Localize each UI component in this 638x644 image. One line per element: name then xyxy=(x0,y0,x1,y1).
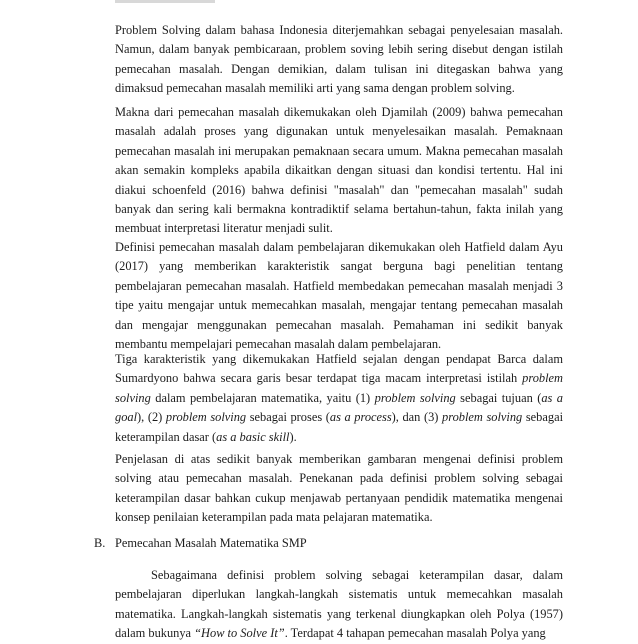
text-run: sebagai keterampilan dasar ( xyxy=(115,410,564,444)
text-run: Makna dari pemecahan masalah dikemukakan oleh Djamilah (2009) bahwa pemecahan masalah adalah proses yang digunakan untuk menyelesaikan masalah. Pemaknaan pemecahan masalah ini merupakan pemaknaan secara umum. Makna pemecahan masalah akan semakin kompleks apabila dikaitkan dengan situasi dan kondisi tertentu. Hal ini diakui schoenfeld (2016) bahwa definisi "masalah" dan "pemecahan masalah" sudah banyak dan sering kali bermakna kontradiktif selama bertahun-tahun, fakta inilah yang membuat interpretasi literatur menjadi sulit. xyxy=(115,105,563,236)
paragraph-djamilah-meaning xyxy=(115,103,563,239)
text-run: sebagai tujuan ( xyxy=(455,390,542,405)
text-run: . Terdapat 4 tahapan pemecahan masalah Polya yang xyxy=(284,626,546,641)
text-run: ), dan (3) xyxy=(391,410,443,425)
italic-term: “How to Solve It” xyxy=(194,626,285,641)
text-run: ), (2) xyxy=(137,410,166,425)
paragraph-problem-solving-definition xyxy=(115,21,563,99)
paragraph-hatfield-definition xyxy=(115,238,563,354)
italic-term: as a goal xyxy=(115,390,564,425)
italic-term: problem solving xyxy=(442,410,523,425)
text-run: dalam pembelajaran matematika, yaitu (1) xyxy=(150,390,375,405)
section-heading xyxy=(94,534,564,553)
italic-term: problem solving xyxy=(374,390,456,405)
text-run: Tiga karakteristik yang dikemukakan Hatfield sejalan dengan pendapat Barca dalam Sumardyono bahwa secara garis besar terdapat tiga macam interpretasi istilah xyxy=(115,352,563,386)
paragraph-polya-steps xyxy=(115,566,563,644)
italic-term: problem solving xyxy=(165,410,247,425)
italic-term: as a basic skill xyxy=(216,429,290,444)
text-run: sebagai proses ( xyxy=(246,410,330,425)
italic-term: as a process xyxy=(329,410,392,425)
text-run: Problem Solving dalam bahasa Indonesia diterjemahkan sebagai penyelesaian masalah. Namun, dalam banyak pembicaraan, problem soving lebih sering disebut dengan istilah pemecahan masalah. Dengan demikian, dalam tulisan ini ditegaskan bahwa yang dimaksud pemecahan masalah memiliki arti yang sama dengan problem solving. xyxy=(115,23,563,96)
text-run: Sebagaimana definisi problem solving sebagai keterampilan dasar, dalam pembelajaran diperlukan langkah-langkah sistematis untuk memecahkan masalah matematika. Langkah-langkah sistematis yang terkenal diungkapkan oleh Polya (1957) dalam bukunya xyxy=(115,568,563,641)
section-title: Pemecahan Masalah Matematika SMP xyxy=(115,536,307,550)
section-letter: B. xyxy=(94,536,106,550)
paragraph-explanation-summary xyxy=(115,450,563,528)
text-run: Definisi pemecahan masalah dalam pembelajaran dikemukakan oleh Hatfield dalam Ayu (2017) yang memberikan karakteristik sangat berguna bagi penelitian tentang pembelajaran pemecahan masalah. Hatfield membedakan pemecahan masalah menjadi 3 tipe yaitu mengajar untuk memecahkan masalah, mengajar tentang pemecahan masalah dan mengajar menggunakan pemecahan masalah. Pemahaman ini sedikit banyak membantu mempelajari pemecahan masalah dalam pembelajaran. xyxy=(115,240,563,352)
text-run: ). xyxy=(289,429,297,444)
italic-term: problem solving xyxy=(115,371,563,405)
text-run: Penjelasan di atas sedikit banyak memberikan gambaran mengenai definisi problem solving atau pemecahan masalah. Penekanan pada definisi problem solving sebagai keterampilan dasar bahkan cukup menjawab pertanyaan pendidik matematika mengenai konsep penilaian keterampilan pada mata pelajaran matematika. xyxy=(115,452,563,525)
header-rule xyxy=(115,0,215,3)
paragraph-three-characteristics xyxy=(115,350,563,447)
